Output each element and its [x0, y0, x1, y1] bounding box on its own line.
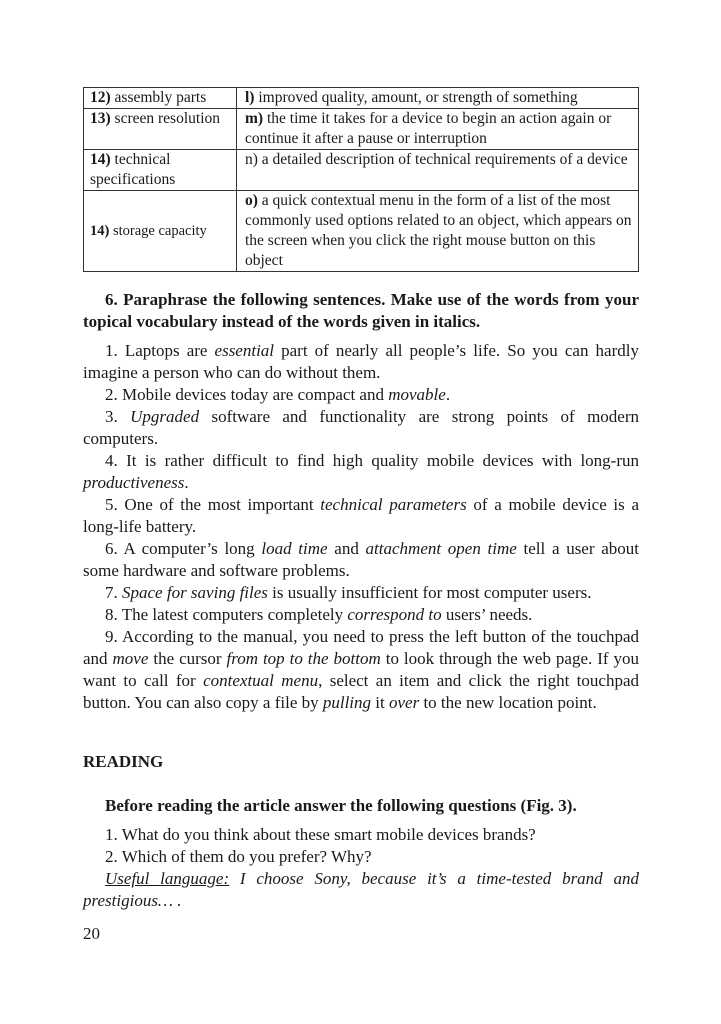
sentence-4: 4. It is rather difficult to find high quality mobile devices with long-run productiveness. — [83, 451, 639, 492]
definition-cell: n) a detailed description of technical requirements of a device — [237, 150, 639, 191]
sentence-1: 1. Laptops are essential part of nearly all people’s life. So you can hardly imagine a person who can do without them. — [83, 341, 639, 382]
useful-language: Useful language: I choose Sony, because it’s a time-tested brand and prestigious… . — [83, 869, 639, 910]
question-1: 1. What do you think about these smart mobile devices brands? — [105, 825, 536, 844]
sentence-7: 7. Space for saving files is usually insufficient for most computer users. — [105, 583, 592, 602]
page-number: 20 — [83, 924, 100, 943]
question-2: 2. Which of them do you prefer? Why? — [105, 847, 372, 866]
sentence-6: 6. A computer’s long load time and attachment open time tell a user about some hardware and software problems. — [83, 539, 639, 580]
definition-cell: o) a quick contextual menu in the form of a list of the most commonly used options related to an object, which appears on the screen when you click the right mouse button on this object — [237, 191, 639, 272]
table-row — [84, 88, 639, 109]
definition-cell: l) improved quality, amount, or strength of something — [237, 88, 639, 109]
sentence-3: 3. Upgraded software and functionality are strong points of modern computers. — [83, 407, 639, 448]
term-cell: 14) storage capacity — [84, 191, 237, 272]
vocabulary-table — [83, 87, 639, 272]
term-cell: 13) screen resolution — [84, 109, 237, 150]
term-cell: 14) technical specifications — [84, 150, 237, 191]
reading-prompt: Before reading the article answer the following questions (Fig. 3). — [105, 796, 577, 815]
sentence-9: 9. According to the manual, you need to press the left button of the touchpad and move the cursor from top to the bottom to look through the web page. If you want to call for contextual menu, select an item and click the right touchpad button. You can also copy a file by pulling it over to the new location point. — [83, 627, 639, 712]
table-row — [84, 109, 639, 150]
definition-cell: m) the time it takes for a device to begin an action again or continue it after a pause or interruption — [237, 109, 639, 150]
table-row — [84, 191, 639, 272]
sentence-2: 2. Mobile devices today are compact and movable. — [105, 385, 451, 404]
sentence-5: 5. One of the most important technical parameters of a mobile device is a long-life battery. — [83, 495, 639, 536]
task-6-title: 6. Paraphrase the following sentences. Make use of the words from your topical vocabulary instead of the words given in italics. — [83, 290, 639, 331]
sentence-8: 8. The latest computers completely correspond to users’ needs. — [105, 605, 533, 624]
reading-heading: READING — [83, 752, 164, 771]
table-row — [84, 150, 639, 191]
term-cell: 12) assembly parts — [84, 88, 237, 109]
